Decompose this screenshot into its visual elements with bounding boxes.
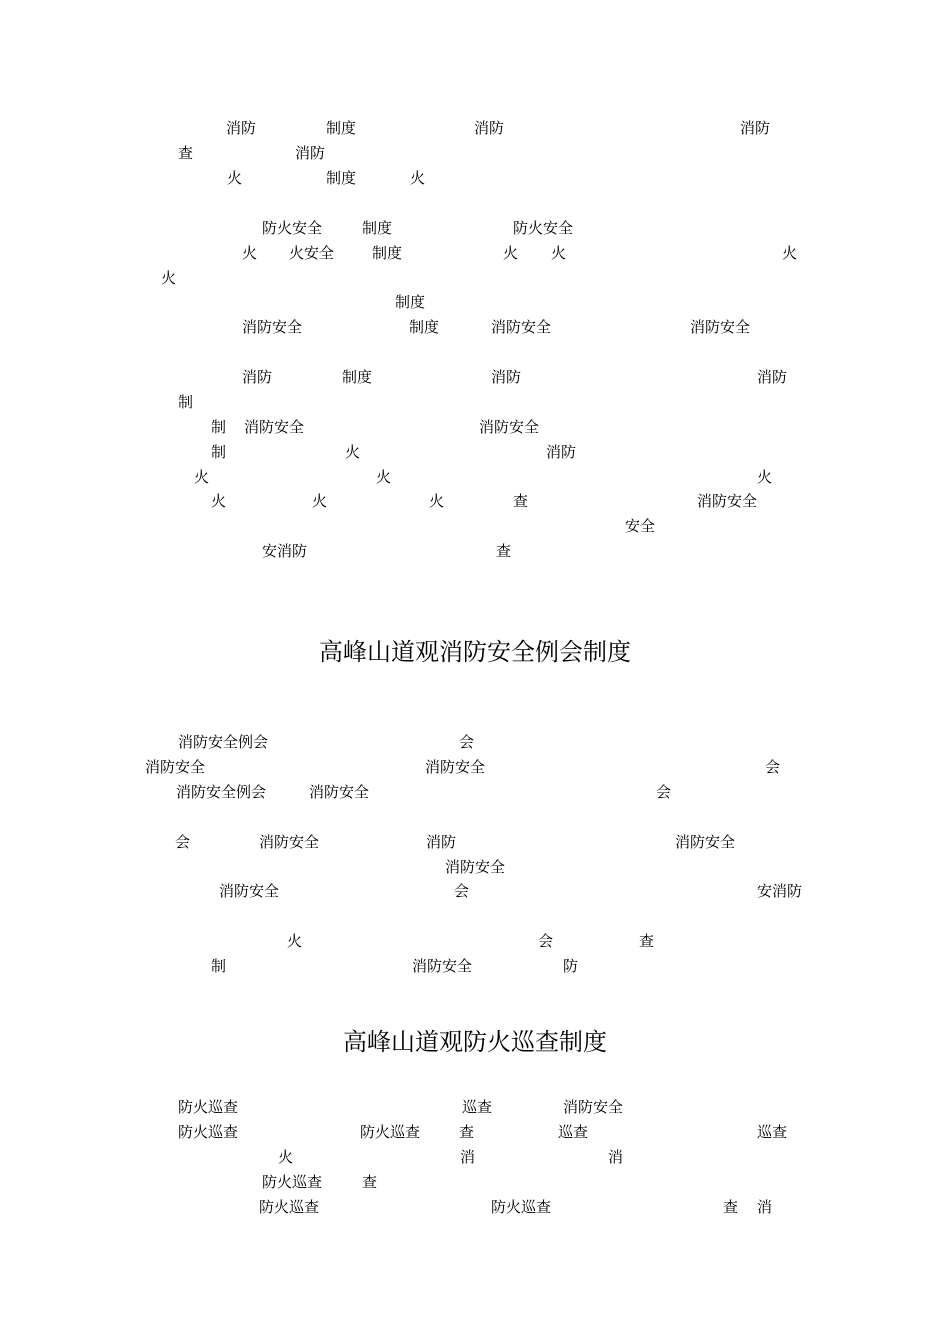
text-fragment: 制度: [362, 219, 393, 237]
text-fragment: 制度: [395, 293, 426, 311]
text-fragment: 消防安全: [445, 858, 506, 876]
text-fragment: 火: [211, 492, 227, 510]
text-fragment: 消防安全: [690, 318, 751, 336]
text-fragment: 会: [765, 758, 781, 776]
text-fragment: 消防安全: [145, 758, 206, 776]
text-fragment: 会: [175, 833, 191, 851]
text-fragment: 消防: [426, 833, 457, 851]
text-fragment: 会: [459, 733, 475, 751]
text-fragment: 火: [161, 269, 177, 287]
text-fragment: 防火巡查: [491, 1198, 552, 1216]
text-fragment: 防火巡查: [178, 1098, 239, 1116]
text-fragment: 防火巡查: [178, 1123, 239, 1141]
text-fragment: 消防安全例会: [178, 733, 269, 751]
text-fragment: 火: [194, 468, 210, 486]
text-fragment: 制度: [342, 368, 373, 386]
section-title-meeting: 高峰山道观消防安全例会制度: [319, 638, 631, 666]
text-fragment: 消防安全例会: [176, 783, 267, 801]
text-fragment: 消防: [242, 368, 273, 386]
text-fragment: 会: [656, 783, 672, 801]
text-fragment: 消防安全: [309, 783, 370, 801]
text-fragment: 消防: [757, 368, 788, 386]
text-fragment: 防: [563, 957, 579, 975]
text-fragment: 火: [782, 244, 798, 262]
text-fragment: 火: [410, 169, 426, 187]
text-fragment: 消: [757, 1198, 773, 1216]
text-fragment: 查: [496, 542, 512, 560]
text-fragment: 查: [178, 144, 194, 162]
text-fragment: 安消防: [757, 882, 803, 900]
text-fragment: 查: [723, 1198, 739, 1216]
text-fragment: 会: [454, 882, 470, 900]
text-fragment: 火: [227, 169, 243, 187]
text-fragment: 消防: [546, 443, 577, 461]
text-fragment: 消防安全: [412, 957, 473, 975]
text-fragment: 防火巡查: [360, 1123, 421, 1141]
text-fragment: 消防: [740, 119, 771, 137]
text-fragment: 查: [362, 1173, 378, 1191]
text-fragment: 查: [639, 932, 655, 950]
text-fragment: 消防: [491, 368, 522, 386]
text-fragment: 消防: [474, 119, 505, 137]
text-fragment: 防火巡查: [262, 1173, 323, 1191]
text-fragment: 消防安全: [425, 758, 486, 776]
text-fragment: 消防安全: [563, 1098, 624, 1116]
text-fragment: 防火安全: [262, 219, 323, 237]
text-fragment: 防火巡查: [259, 1198, 320, 1216]
text-fragment: 会: [538, 932, 554, 950]
text-fragment: 制: [178, 393, 194, 411]
text-fragment: 火: [757, 468, 773, 486]
text-fragment: 消防安全: [479, 418, 540, 436]
text-fragment: 查: [513, 492, 529, 510]
text-fragment: 消防安全: [242, 318, 303, 336]
text-fragment: 火: [429, 492, 445, 510]
text-fragment: 制: [211, 443, 227, 461]
text-fragment: 巡查: [757, 1123, 788, 1141]
text-fragment: 火: [287, 932, 303, 950]
text-fragment: 火: [503, 244, 519, 262]
text-fragment: 火: [312, 492, 328, 510]
text-fragment: 制: [211, 957, 227, 975]
text-fragment: 制度: [372, 244, 403, 262]
text-fragment: 制度: [409, 318, 440, 336]
text-fragment: 火: [551, 244, 567, 262]
text-fragment: 巡查: [462, 1098, 493, 1116]
text-fragment: 制: [211, 418, 227, 436]
text-fragment: 火安全: [289, 244, 335, 262]
text-fragment: 消防安全: [675, 833, 736, 851]
text-fragment: 消防安全: [259, 833, 320, 851]
text-fragment: 巡查: [558, 1123, 589, 1141]
text-fragment: 消防安全: [697, 492, 758, 510]
text-fragment: 消防: [226, 119, 257, 137]
section-title-patrol: 高峰山道观防火巡查制度: [343, 1028, 607, 1056]
text-fragment: 制度: [326, 119, 357, 137]
text-fragment: 火: [376, 468, 392, 486]
text-fragment: 消防: [295, 144, 326, 162]
text-fragment: 消防安全: [491, 318, 552, 336]
text-fragment: 安全: [625, 517, 656, 535]
text-fragment: 消: [460, 1148, 476, 1166]
text-fragment: 制度: [326, 169, 357, 187]
text-fragment: 火: [278, 1148, 294, 1166]
text-fragment: 火: [345, 443, 361, 461]
text-fragment: 消: [608, 1148, 624, 1166]
text-fragment: 防火安全: [513, 219, 574, 237]
text-fragment: 安消防: [262, 542, 308, 560]
text-fragment: 消防安全: [244, 418, 305, 436]
text-fragment: 消防安全: [219, 882, 280, 900]
text-fragment: 查: [459, 1123, 475, 1141]
text-fragment: 火: [242, 244, 258, 262]
